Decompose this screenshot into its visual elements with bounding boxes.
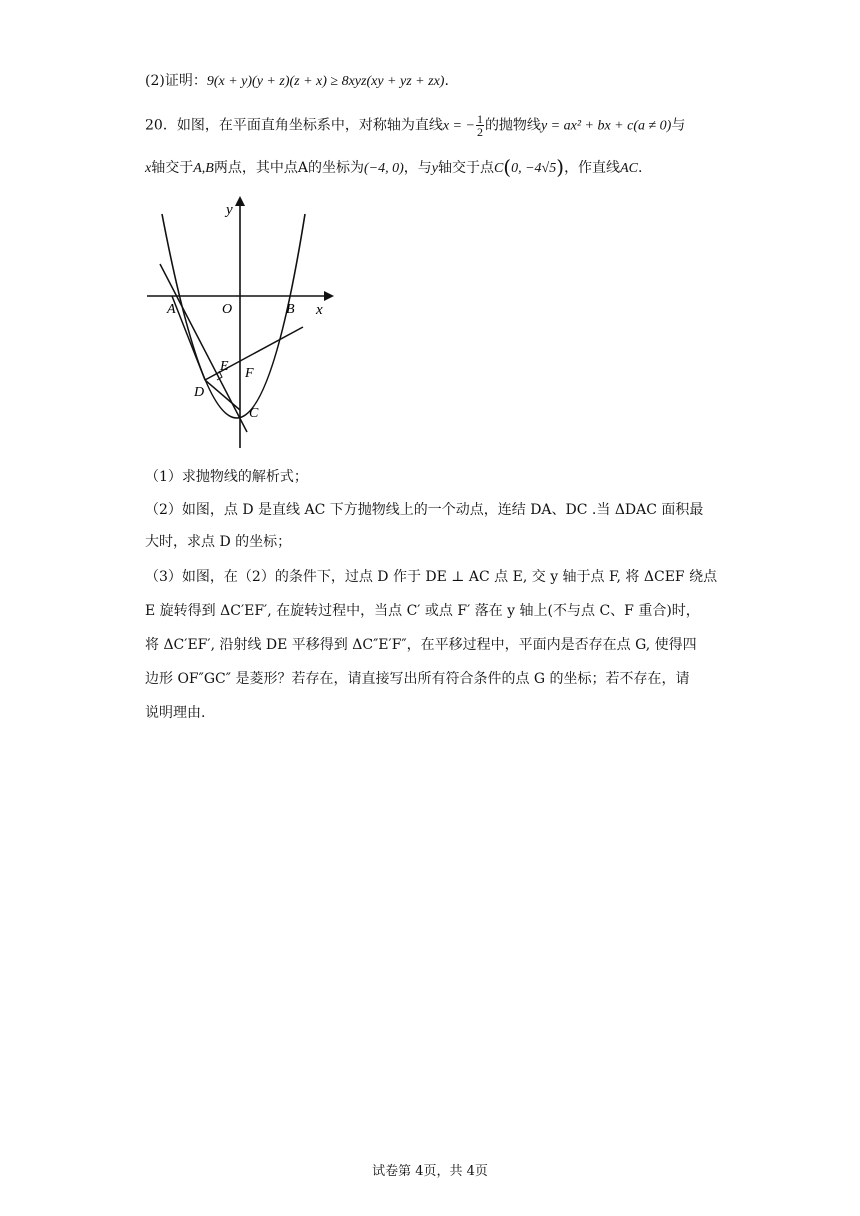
question-3-line3: 将 ΔC′EF′, 沿射线 DE 平移得到 ΔC″E′F″，在平移过程中，平面内是否存在点 G, 使得四 xyxy=(145,637,697,653)
part2-label: (2)证明： xyxy=(145,73,207,89)
problem19-part2 xyxy=(145,71,725,92)
fraction-numerator: 1 xyxy=(476,112,483,126)
axis-lhs: x = − xyxy=(442,118,475,134)
y-symbol: y xyxy=(431,161,438,176)
question-3-line4: 边形 OF″GC″ 是菱形？若存在，请直接写出所有符合条件的点 G 的坐标；若不存在，请 xyxy=(145,671,690,687)
line-AC xyxy=(160,264,247,432)
paren-open: ( xyxy=(503,155,512,179)
question-2-line2: 大时，求点 D 的坐标； xyxy=(145,534,292,550)
parabola-curve xyxy=(162,214,305,418)
x-axis-arrow-icon xyxy=(324,291,334,301)
label-F: F xyxy=(245,366,254,381)
page-footer: 试卷第 4页，共 4页 xyxy=(372,1164,488,1179)
problem20-intro-line1 xyxy=(145,113,725,138)
line-AC: AC xyxy=(620,161,638,176)
problem20-intro-line2 xyxy=(145,157,725,179)
question-3-line5: 说明理由. xyxy=(145,705,206,721)
paren-close: ) xyxy=(556,155,565,179)
problem-number: 20． xyxy=(145,117,177,134)
parabola-equation: y = ax² + bx + c(a ≠ 0) xyxy=(540,118,672,134)
points-AB: A,B xyxy=(193,161,214,176)
intro-text: ，与 xyxy=(403,160,432,176)
question-3-line2: E 旋转得到 ΔC′EF′, 在旋转过程中，当点 C′ 或点 F′ 落在 y 轴上(不与点 C、F 重合)时， xyxy=(145,603,700,619)
question-2-line1: （2）如图，点 D 是直线 AC 下方抛物线上的一个动点，连结 DA、DC .当 ΔDAC 面积最 xyxy=(145,502,704,518)
intro-text: 如图，在平面直角坐标系中，对称轴为直线 xyxy=(176,117,443,134)
fraction-denominator: 2 xyxy=(476,125,483,139)
label-x: x xyxy=(316,302,323,318)
intro-text: 轴交于 xyxy=(151,160,194,176)
intro-text: 与 xyxy=(671,117,686,134)
x-symbol: x xyxy=(145,161,152,176)
intro-text: ，作直线 xyxy=(564,160,621,176)
intro-text: 轴交于点 xyxy=(437,160,494,176)
label-O: O xyxy=(222,302,233,317)
point-C-name: C xyxy=(493,161,504,176)
parabola-figure xyxy=(140,192,340,452)
label-A: A xyxy=(167,302,176,317)
label-B: B xyxy=(286,302,295,317)
intro-text: 两点，其中点A的坐标为 xyxy=(213,160,364,176)
intro-text: . xyxy=(637,160,643,176)
inequality: 9(x + y)(y + z)(z + x) ≥ 8xyz(xy + yz + zx) xyxy=(206,74,445,89)
axis-fraction xyxy=(476,113,484,138)
label-E: E xyxy=(220,359,229,374)
sentence-end: . xyxy=(444,73,449,89)
intro-text: 的抛物线 xyxy=(484,117,541,134)
y-axis-arrow-icon xyxy=(235,196,245,206)
question-3-line1: （3）如图，在（2）的条件下，过点 D 作于 DE ⊥ AC 点 E, 交 y 轴于点 F, 将 ΔCEF 绕点 xyxy=(145,569,718,585)
label-y: y xyxy=(226,202,233,218)
segment-DA xyxy=(172,296,205,380)
question-1: （1）求抛物线的解析式； xyxy=(145,469,308,485)
point-C-coords: 0, −4√5 xyxy=(511,161,557,176)
point-A-coords: (−4, 0) xyxy=(363,161,404,176)
label-C: C xyxy=(249,406,259,421)
label-D: D xyxy=(194,385,205,400)
